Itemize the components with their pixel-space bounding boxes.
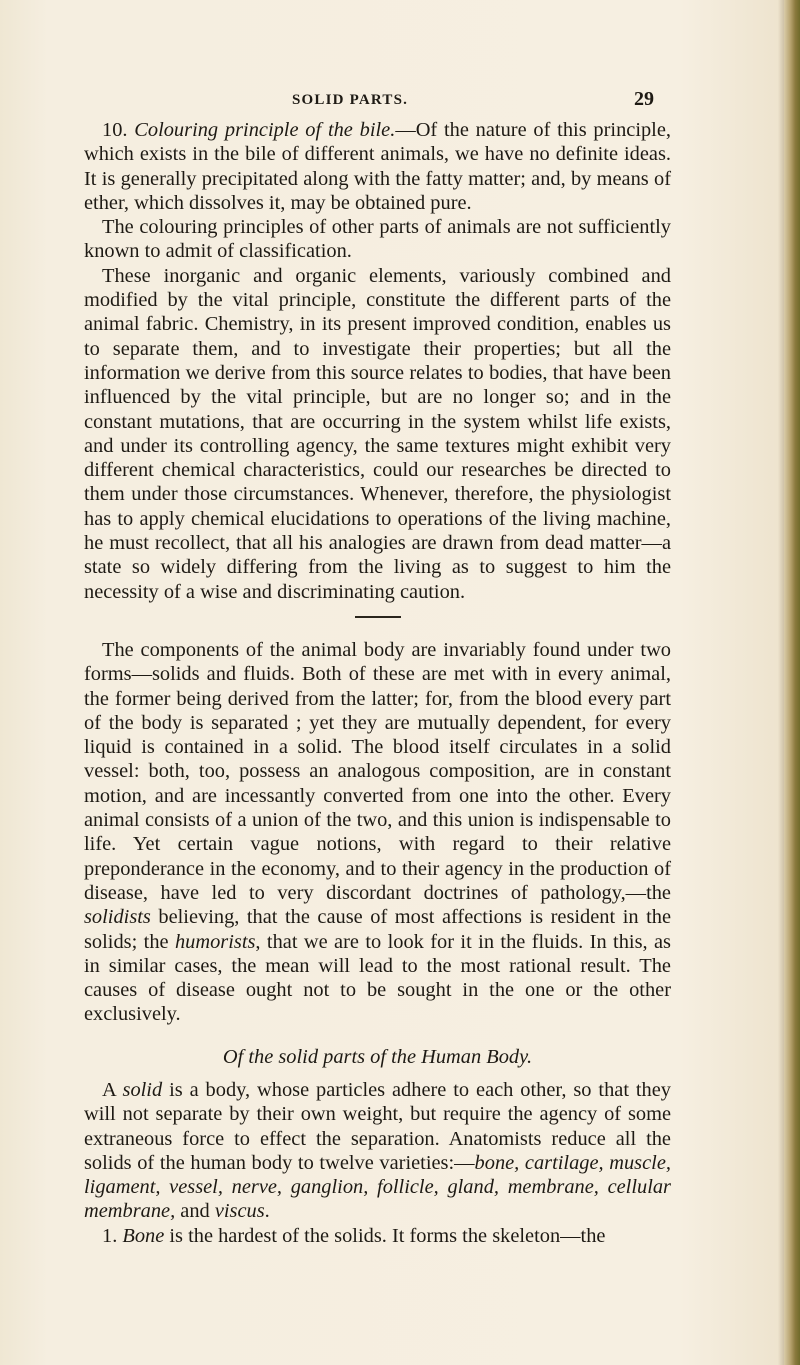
solid-text-body: is a body, whose particles adhere to each other, so that they will not separate by their own weight, but require the agency of some extraneous force to effect the separation. Anatomists reduce all the solids of the human body to twelve varieties:—: [84, 1078, 671, 1174]
paragraph-colouring-other: The colouring principles of other parts of animals are not sufficiently known to admit of classification.: [84, 216, 671, 263]
paragraph-components: [84, 638, 671, 1027]
components-text-3: , that we are to look for it in the fluids. In this, as in similar cases, the mean will lead to the most rational result. The causes of disease ought not to be sought in the one or the other exclusively.: [84, 930, 671, 1026]
page-number: 29: [634, 88, 654, 110]
bone-number: 1.: [102, 1224, 123, 1247]
solid-text-a: A: [102, 1078, 123, 1101]
paragraph-bone: [84, 1224, 671, 1248]
page-header: [172, 88, 654, 114]
section-title: Colouring principle of the bile.: [134, 119, 396, 141]
components-text-2: believing, that the cause of most affections is resident in the solids; the: [84, 906, 671, 953]
section-divider: [355, 616, 401, 618]
term-viscus: viscus: [214, 1200, 265, 1223]
term-solidists: solidists: [84, 906, 151, 929]
term-bone: Bone: [122, 1224, 165, 1247]
term-humorists: humorists: [174, 930, 256, 953]
section-body: —Of the nature of this principle, which exists in the bile of different animals, we have no definite ideas. It is generally precipitated along with the fatty matter; and, by means of ether, which dissolves it, may be obtained pure.: [84, 119, 671, 214]
solid-text-and: and: [175, 1200, 215, 1223]
solid-text-end: .: [264, 1200, 270, 1223]
paragraph-solid-definition: [84, 1078, 671, 1224]
running-title: SOLID PARTS.: [292, 92, 409, 108]
paragraph-colouring-principle-bile: [84, 118, 671, 215]
components-text-1: The components of the animal body are invariably found under two forms—solids and fluids. Both of these are met with in every animal, the former being derived from the latter; for, from the blood every part of the body is separated ; yet they are mutually dependent, for every liquid is contained in a solid. The blood itself circulates in a solid vessel: both, too, possess an analogous composition, are in constant motion, and are incessantly converted from one into the other. Every animal consists of a union of the two, and this union is indispensable to life. Yet certain vague notions, with regard to their relative preponderance in the economy, and to their agency in the production of disease, have led to very discordant doctrines of pathology,—the: [84, 638, 671, 904]
page-body: [84, 118, 671, 1248]
paragraph-inorganic-organic: These inorganic and organic elements, variously combined and modified by the vital principle, constitute the different parts of the animal fabric. Chemistry, in its present improved condition, enables us to separate them, and to investigate their properties; but all the information we derive from this source relates to bodies, that have been influenced by the vital principle, but are no longer so; and in the constant mutations, that are occurring in the system whilst life exists, and under its controlling agency, the same textures might exhibit very different chemical characteristics, could our researches be directed to them under those circumstances. Whenever, therefore, the physiologist has to apply chemical elucidations to operations of the living machine, he must recollect, that all his analogies are drawn from dead matter—a state so widely differing from the living as to suggest to him the necessity of a wise and discriminating caution.: [84, 264, 671, 603]
section-number: 10.: [102, 119, 128, 141]
subheading: Of the solid parts of the Human Body.: [222, 1045, 533, 1068]
book-spine-edge: [784, 0, 800, 1365]
bone-text: is the hardest of the solids. It forms the skeleton—the: [164, 1224, 606, 1247]
term-solid: solid: [122, 1078, 163, 1101]
solid-varieties-list: bone, cartilage, muscle, ligament, vessel, nerve, ganglion, follicle, gland, membrane, cellular membrane,: [84, 1151, 671, 1223]
